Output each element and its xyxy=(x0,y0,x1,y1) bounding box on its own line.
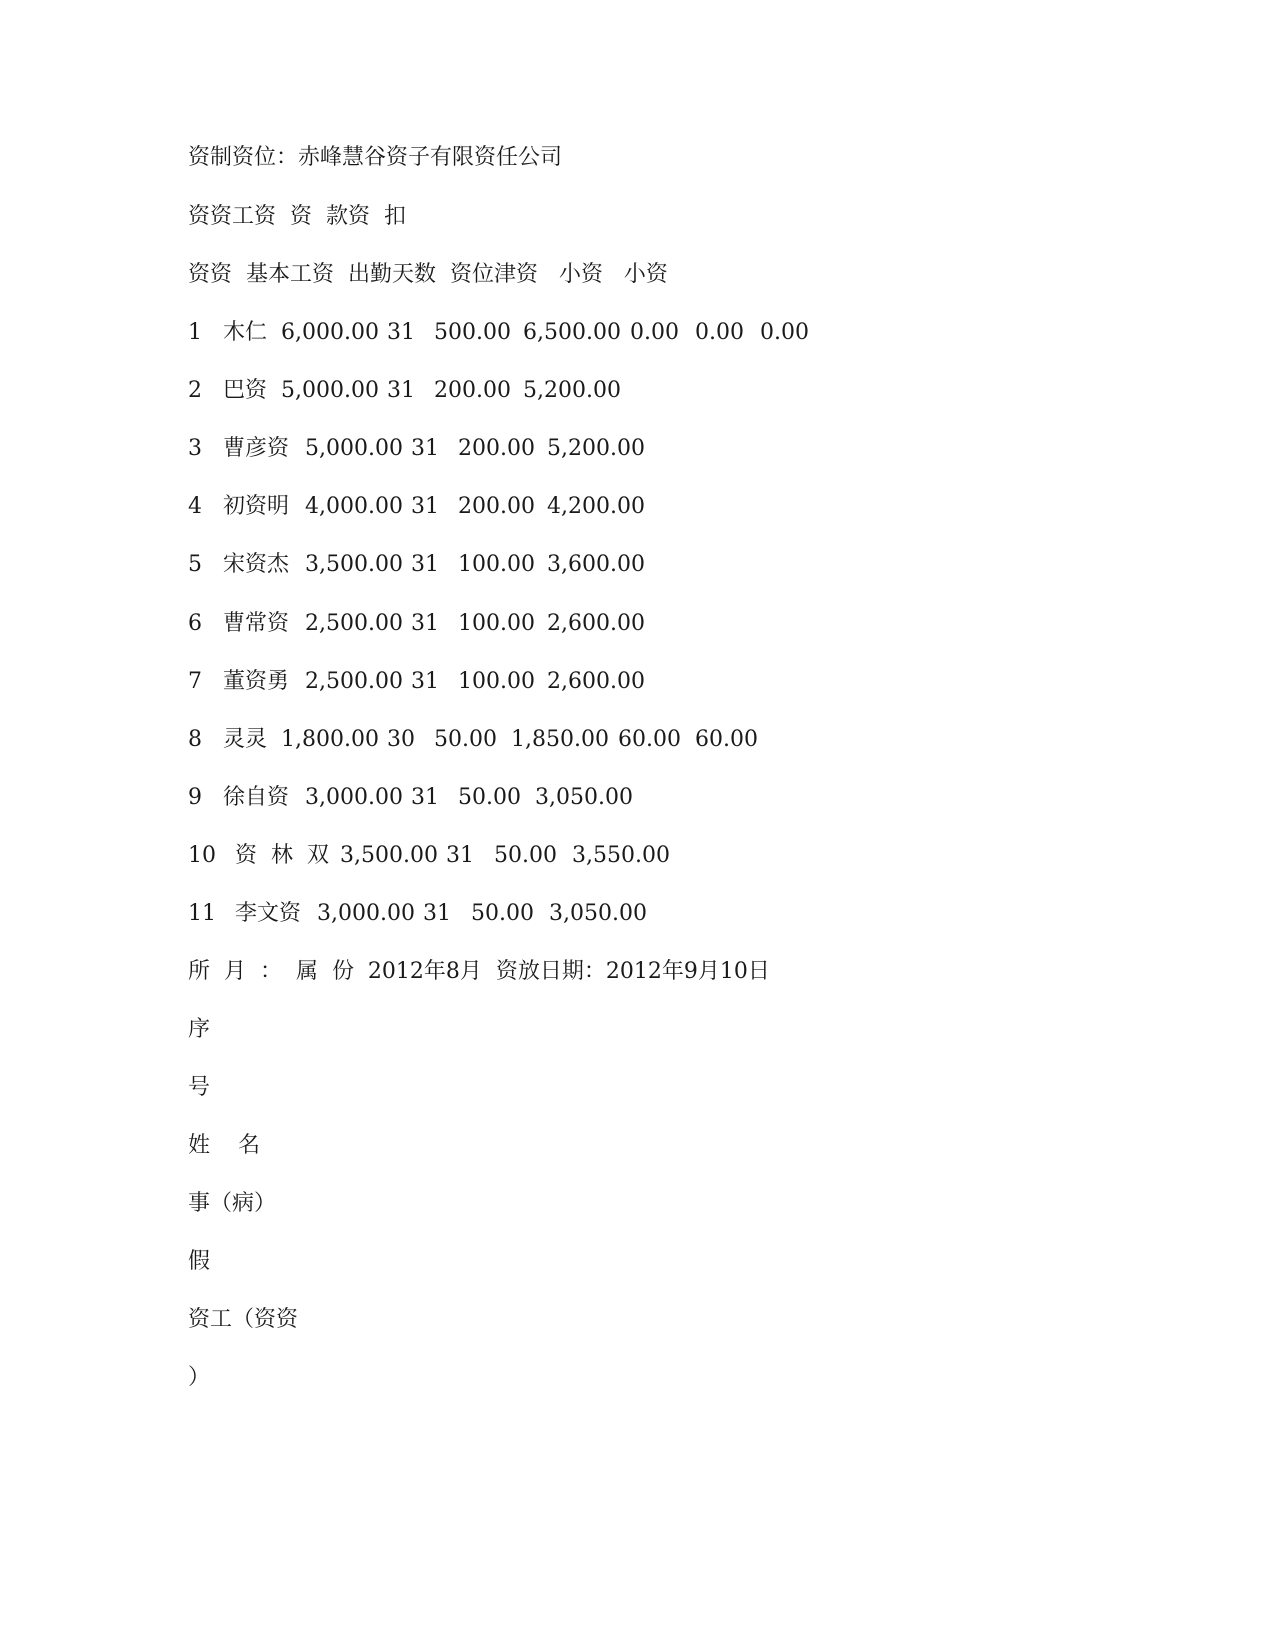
row-number: 10 xyxy=(188,843,216,868)
employee-name: 初资明 xyxy=(223,494,290,519)
employee-name: 宋资杰 xyxy=(223,552,290,577)
position-allowance: 200.00 xyxy=(434,378,511,403)
table-row xyxy=(188,667,645,697)
table-row xyxy=(188,899,647,929)
base-salary: 5,000.00 xyxy=(281,378,379,403)
table-row xyxy=(188,841,670,871)
trailing-line: ） xyxy=(188,1365,211,1390)
trailing-line: 假 xyxy=(188,1249,211,1274)
row-number: 6 xyxy=(188,611,202,636)
employee-name: 资 林 双 xyxy=(235,843,329,868)
position-allowance: 200.00 xyxy=(458,494,535,519)
group-header-line: 资资工资 资 款资 扣 xyxy=(188,204,406,229)
table-row xyxy=(188,376,621,406)
trailing-line: 资工（资资 xyxy=(188,1307,299,1332)
base-salary: 1,800.00 xyxy=(281,727,379,752)
extra-value: 60.00 xyxy=(695,727,758,752)
attendance-days: 31 xyxy=(446,843,474,868)
row-number: 2 xyxy=(188,378,202,403)
subtotal: 3,600.00 xyxy=(547,552,645,577)
extra-value: 0.00 xyxy=(760,320,809,345)
attendance-days: 31 xyxy=(411,669,439,694)
row-number: 1 xyxy=(188,320,202,345)
subtotal: 2,600.00 xyxy=(547,669,645,694)
employee-name: 木仁 xyxy=(223,320,268,345)
subtotal: 5,200.00 xyxy=(547,436,645,461)
table-row xyxy=(188,492,645,522)
attendance-days: 30 xyxy=(387,727,415,752)
position-allowance: 100.00 xyxy=(458,669,535,694)
period-line: 所 月 ： 属 份 2012年8月 资放日期：2012年9月10日 xyxy=(188,959,770,984)
subtotal: 6,500.00 xyxy=(523,320,621,345)
company-line: 资制资位：赤峰慧谷资子有限资任公司 xyxy=(188,145,563,170)
row-number: 4 xyxy=(188,494,202,519)
base-salary: 6,000.00 xyxy=(281,320,379,345)
trailing-line: 姓 名 xyxy=(188,1133,260,1158)
row-number: 8 xyxy=(188,727,202,752)
base-salary: 2,500.00 xyxy=(305,611,403,636)
employee-name: 巴资 xyxy=(223,378,268,403)
row-number: 11 xyxy=(188,901,216,926)
row-number: 7 xyxy=(188,669,202,694)
subtotal: 1,850.00 xyxy=(511,727,609,752)
position-allowance: 50.00 xyxy=(471,901,534,926)
position-allowance: 50.00 xyxy=(458,785,521,810)
row-number: 3 xyxy=(188,436,202,461)
position-allowance: 200.00 xyxy=(458,436,535,461)
column-header-line: 资资 基本工资 出勤天数 资位津资 小资 小资 xyxy=(188,262,668,287)
subtotal: 3,050.00 xyxy=(549,901,647,926)
table-row xyxy=(188,783,633,813)
extra-value: 0.00 xyxy=(630,320,679,345)
subtotal: 2,600.00 xyxy=(547,611,645,636)
base-salary: 3,000.00 xyxy=(305,785,403,810)
table-row xyxy=(188,550,645,580)
attendance-days: 31 xyxy=(423,901,451,926)
position-allowance: 100.00 xyxy=(458,611,535,636)
subtotal: 4,200.00 xyxy=(547,494,645,519)
position-allowance: 50.00 xyxy=(494,843,557,868)
employee-name: 灵灵 xyxy=(223,727,268,752)
base-salary: 2,500.00 xyxy=(305,669,403,694)
extra-value: 0.00 xyxy=(695,320,744,345)
row-number: 9 xyxy=(188,785,202,810)
position-allowance: 500.00 xyxy=(434,320,511,345)
employee-name: 徐自资 xyxy=(223,785,290,810)
attendance-days: 31 xyxy=(387,378,415,403)
attendance-days: 31 xyxy=(387,320,415,345)
trailing-line: 号 xyxy=(188,1075,211,1100)
base-salary: 3,500.00 xyxy=(305,552,403,577)
subtotal: 3,050.00 xyxy=(535,785,633,810)
attendance-days: 31 xyxy=(411,611,439,636)
subtotal: 3,550.00 xyxy=(572,843,670,868)
base-salary: 3,000.00 xyxy=(317,901,415,926)
employee-name: 董资勇 xyxy=(223,669,290,694)
employee-name: 曹常资 xyxy=(223,611,290,636)
subtotal: 5,200.00 xyxy=(523,378,621,403)
trailing-line: 事（病） xyxy=(188,1191,277,1216)
position-allowance: 100.00 xyxy=(458,552,535,577)
employee-name: 李文资 xyxy=(235,901,302,926)
base-salary: 5,000.00 xyxy=(305,436,403,461)
table-row xyxy=(188,434,645,464)
employee-name: 曹彦资 xyxy=(223,436,290,461)
attendance-days: 31 xyxy=(411,436,439,461)
attendance-days: 31 xyxy=(411,785,439,810)
base-salary: 4,000.00 xyxy=(305,494,403,519)
position-allowance: 50.00 xyxy=(434,727,497,752)
attendance-days: 31 xyxy=(411,494,439,519)
attendance-days: 31 xyxy=(411,552,439,577)
extra-value: 60.00 xyxy=(618,727,681,752)
base-salary: 3,500.00 xyxy=(340,843,438,868)
row-number: 5 xyxy=(188,552,202,577)
trailing-line: 序 xyxy=(188,1017,211,1042)
table-row xyxy=(188,318,809,348)
table-row xyxy=(188,609,645,639)
table-row xyxy=(188,725,758,755)
